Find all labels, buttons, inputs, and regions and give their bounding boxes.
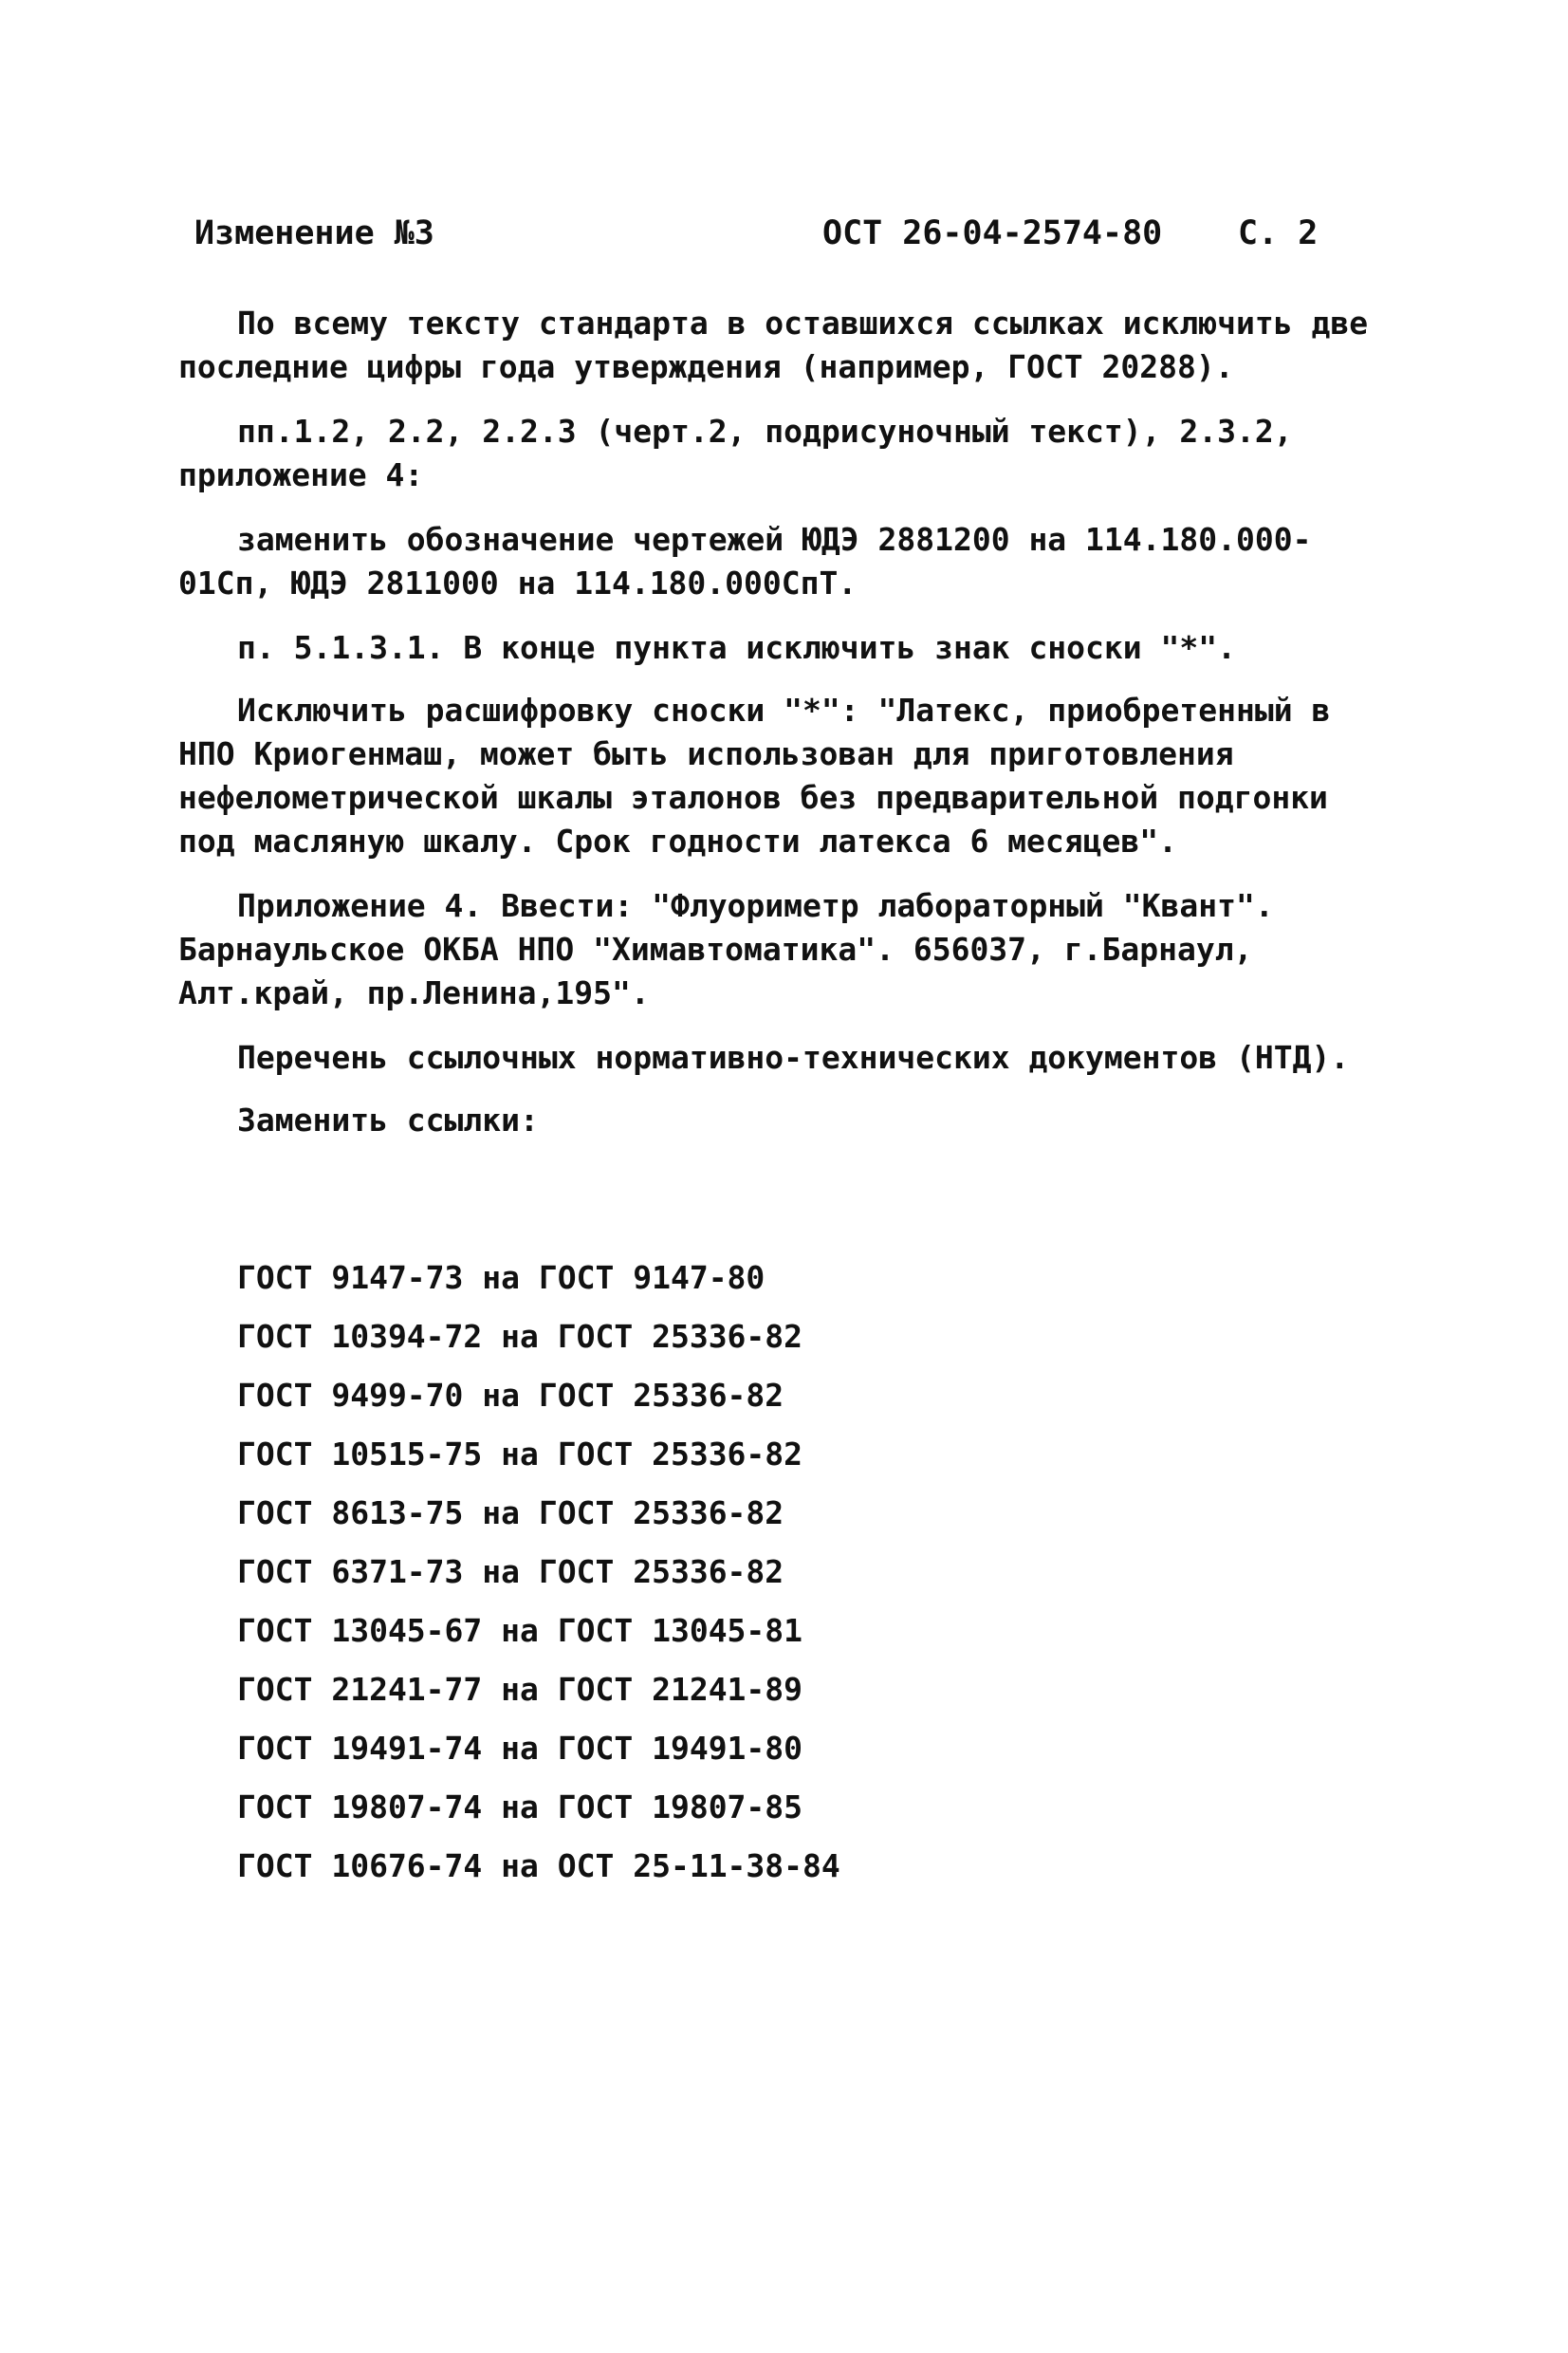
replacement-item: ГОСТ 13045-67 на ГОСТ 13045-81 xyxy=(237,1612,803,1649)
paragraph-7: Перечень ссылочных нормативно-технических документов (НТД). xyxy=(237,1039,1350,1076)
standard-code: ОСТ 26-04-2574-80 xyxy=(822,214,1163,252)
replacement-list xyxy=(237,1249,1091,1896)
replacement-item: ГОСТ 10676-74 на ОСТ 25-11-38-84 xyxy=(237,1847,840,1884)
replacement-item: ГОСТ 10394-72 на ГОСТ 25336-82 xyxy=(237,1318,803,1355)
paragraph-2: пп.1.2, 2.2, 2.2.3 (черт.2, подрисуночный текст), 2.3.2, приложение 4: xyxy=(178,413,1293,493)
paragraph-6: Приложение 4. Ввести: "Флуориметр лабораторный "Квант". Барнаульское ОКБА НПО "Химавтоматика". 656037, г.Барнаул, Алт.край, пр.Ленина,195". xyxy=(178,887,1274,1011)
replacement-item: ГОСТ 10515-75 на ГОСТ 25336-82 xyxy=(237,1436,803,1473)
replacement-item: ГОСТ 19491-74 на ГОСТ 19491-80 xyxy=(237,1730,803,1767)
change-number: Изменение №3 xyxy=(194,214,434,252)
paragraph-3: заменить обозначение чертежей ЮДЭ 2881200 на 114.180.000-01Сп, ЮДЭ 2811000 на 114.180.000СпТ. xyxy=(178,521,1312,602)
paragraph-8: Заменить ссылки: xyxy=(237,1102,539,1139)
replacement-item: ГОСТ 8613-75 на ГОСТ 25336-82 xyxy=(237,1494,784,1531)
replacement-item: ГОСТ 19807-74 на ГОСТ 19807-85 xyxy=(237,1788,803,1825)
replacement-item: ГОСТ 6371-73 на ГОСТ 25336-82 xyxy=(237,1553,784,1590)
paragraph-1: По всему тексту стандарта в оставшихся ссылках исключить две последние цифры года утверждения (например, ГОСТ 20288). xyxy=(178,305,1369,385)
paragraph-5: Исключить расшифровку сноски "*": "Латекс, приобретенный в НПО Криогенмаш, может быть использован для приготовления нефелометрической шкалы эталонов без предварительной подгонки под масляную шкалу. Срок годности латекса 6 месяцев". xyxy=(178,692,1331,860)
page-header xyxy=(194,214,1319,271)
paragraph-4: п. 5.1.3.1. В конце пункта исключить знак сноски "*". xyxy=(237,629,1236,666)
document-body xyxy=(178,302,1402,1161)
page-number: С. 2 xyxy=(1238,214,1319,252)
replacement-item: ГОСТ 9499-70 на ГОСТ 25336-82 xyxy=(237,1377,784,1414)
replacement-item: ГОСТ 21241-77 на ГОСТ 21241-89 xyxy=(237,1671,803,1708)
replacement-item: ГОСТ 9147-73 на ГОСТ 9147-80 xyxy=(237,1259,766,1296)
